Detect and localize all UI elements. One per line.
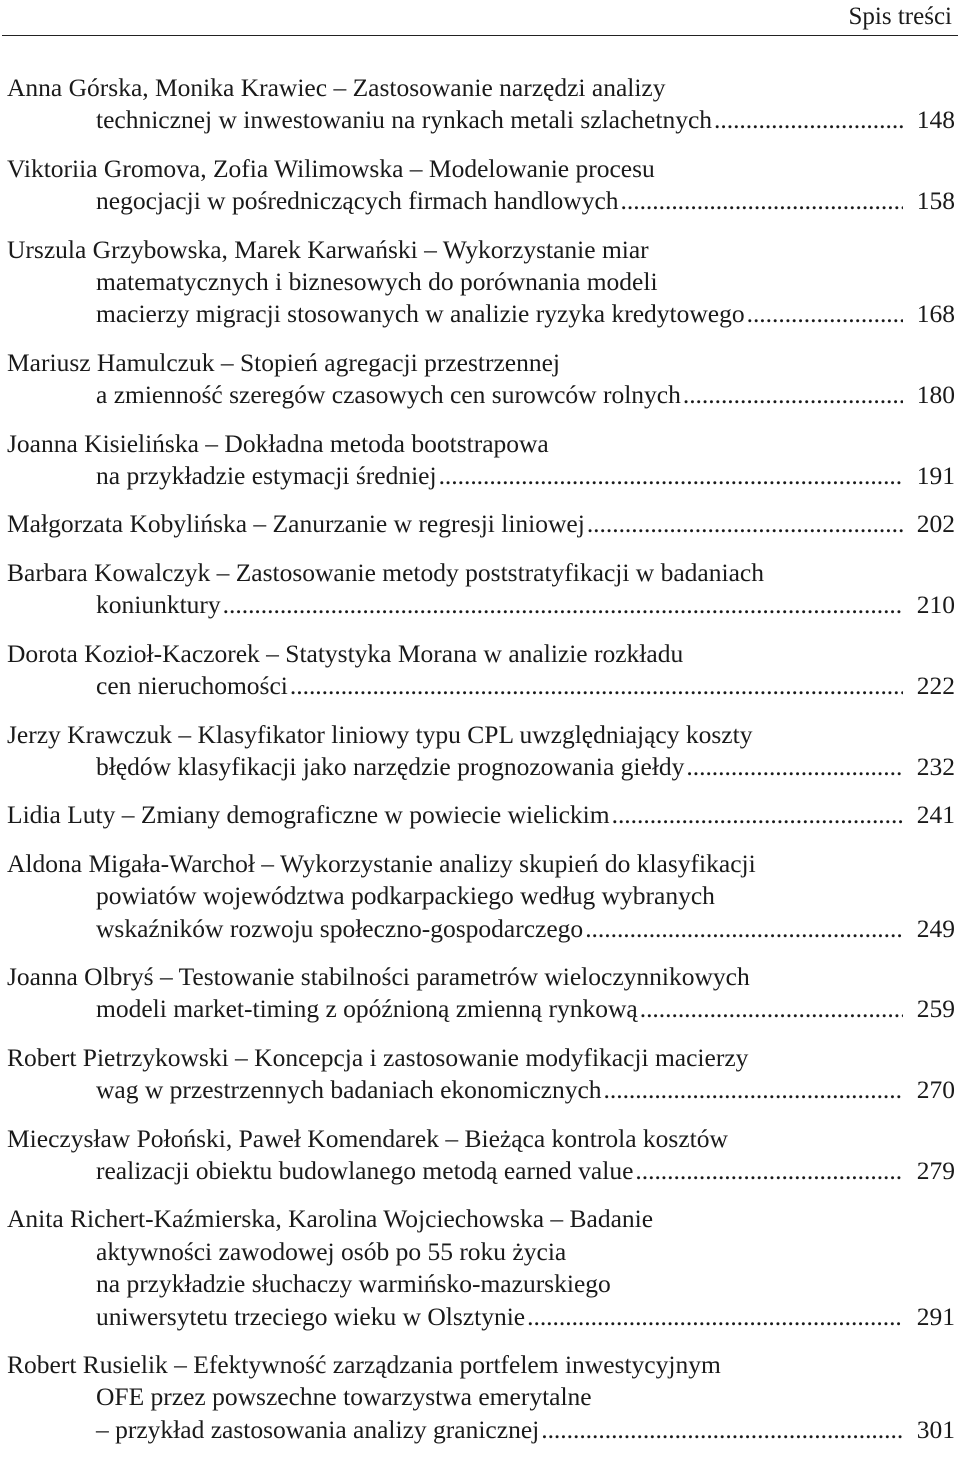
toc-entry-last-line — [7, 1301, 955, 1333]
toc-entry-last-line — [7, 508, 955, 540]
page-number: 301 — [916, 1414, 955, 1444]
toc-entry — [7, 234, 955, 331]
toc-entry — [7, 638, 955, 703]
toc-entry-title-line: Lidia Luty – Zmiany demograficzne w powiecie wielickim — [7, 800, 610, 830]
page-number: 168 — [916, 299, 955, 329]
toc-entry-last-line — [7, 751, 955, 783]
toc-entry-last-line — [7, 589, 955, 621]
dot-leader — [714, 104, 903, 136]
toc-entry-title-line: a zmienność szeregów czasowych cen surowców rolnych — [96, 380, 681, 410]
page-number: 279 — [916, 1155, 955, 1185]
toc-entry-title-line: macierzy migracji stosowanych w analizie ryzyka kredytowego — [96, 299, 745, 329]
dot-leader — [290, 670, 903, 702]
page-number: 241 — [916, 800, 955, 830]
toc-entry-last-line — [7, 1074, 955, 1106]
running-head: Spis treści — [848, 3, 952, 30]
dot-leader — [439, 460, 903, 492]
toc-entry-last-line — [7, 379, 955, 411]
toc-entry — [7, 799, 955, 831]
dot-leader — [683, 379, 903, 411]
toc-entry-title-line: na przykładzie estymacji średniej — [96, 461, 437, 491]
toc-entry-last-line — [7, 104, 955, 136]
toc-entry-title-line: aktywności zawodowej osób po 55 roku życia — [96, 1236, 567, 1266]
toc-entry-last-line — [7, 185, 955, 217]
toc-entry — [7, 428, 955, 493]
dot-leader — [604, 1074, 903, 1106]
dot-leader — [585, 913, 903, 945]
toc-entry-title-line: powiatów województwa podkarpackiego według wybranych — [96, 881, 715, 911]
toc-entry-author-title: Aldona Migała-Warchoł – Wykorzystanie analizy skupień do klasyfikacji — [7, 848, 756, 878]
page-number: 291 — [916, 1301, 955, 1331]
toc-entry — [7, 153, 955, 218]
toc-entry-author-title: Viktoriia Gromova, Zofia Wilimowska – Modelowanie procesu — [7, 153, 655, 183]
toc-entry-title-line: Małgorzata Kobylińska – Zanurzanie w regresji liniowej — [7, 509, 585, 539]
toc-entry — [7, 557, 955, 622]
dot-leader — [223, 589, 903, 621]
page-number: 270 — [916, 1075, 955, 1105]
dot-leader — [541, 1414, 903, 1446]
toc-entry-title-line: uniwersytetu trzeciego wieku w Olsztynie — [96, 1301, 526, 1331]
toc-entry — [7, 1203, 955, 1333]
toc-entry-last-line — [7, 799, 955, 831]
toc-entry — [7, 1349, 955, 1446]
page-number: 232 — [916, 751, 955, 781]
dot-leader — [612, 799, 903, 831]
page-number: 259 — [916, 994, 955, 1024]
toc-entry — [7, 347, 955, 412]
page-number: 202 — [916, 509, 955, 539]
page-number: 210 — [916, 590, 955, 620]
dot-leader — [747, 298, 903, 330]
toc-entry-author-title: Mariusz Hamulczuk – Stopień agregacji przestrzennej — [7, 347, 560, 377]
toc-entry-last-line — [7, 460, 955, 492]
toc-entry — [7, 1042, 955, 1107]
toc-entry-title-line: modeli market-timing z opóźnioną zmienną rynkową — [96, 994, 638, 1024]
page-number: 148 — [916, 105, 955, 135]
toc-entry-author-title: Dorota Kozioł-Kaczorek – Statystyka Morana w analizie rozkładu — [7, 638, 684, 668]
toc-entry-last-line — [7, 1414, 955, 1446]
toc-entry-title-line: negocjacji w pośredniczących firmach handlowych — [96, 186, 619, 216]
page-number: 180 — [916, 380, 955, 410]
page-number: 158 — [916, 186, 955, 216]
toc-entry-last-line — [7, 670, 955, 702]
toc-entry-title-line: cen nieruchomości — [96, 671, 288, 701]
toc-entry-author-title: Robert Rusielik – Efektywność zarządzania portfelem inwestycyjnym — [7, 1350, 721, 1379]
toc-entry-last-line — [7, 298, 955, 330]
toc-entry-author-title: Robert Pietrzykowski – Koncepcja i zastosowanie modyfikacji macierzy — [7, 1042, 749, 1072]
toc-entry-title-line: technicznej w inwestowaniu na rynkach metali szlachetnych — [96, 105, 713, 135]
toc-entry — [7, 961, 955, 1026]
toc-entry-title-line: na przykładzie słuchaczy warmińsko-mazurskiego — [96, 1269, 611, 1299]
toc-entry-author-title: Mieczysław Połoński, Paweł Komendarek – Bieżąca kontrola kosztów — [7, 1123, 728, 1153]
page-number: 249 — [916, 913, 955, 943]
toc-entry-title-line: – przykład zastosowania analizy granicznej — [96, 1414, 540, 1444]
toc-entry-title-line: wskaźników rozwoju społeczno-gospodarczego — [96, 913, 584, 943]
toc-entry-last-line — [7, 993, 955, 1025]
page-number: 222 — [916, 671, 955, 701]
dot-leader — [587, 508, 903, 540]
header-rule — [2, 35, 958, 36]
toc-entry-author-title: Urszula Grzybowska, Marek Karwański – Wykorzystanie miar — [7, 234, 649, 264]
toc-entry-author-title: Joanna Kisielińska – Dokładna metoda bootstrapowa — [7, 428, 549, 458]
toc-entry-author-title: Anita Richert-Kaźmierska, Karolina Wojciechowska – Badanie — [7, 1204, 654, 1234]
toc-entry-title-line: koniunktury — [96, 590, 221, 620]
dot-leader — [686, 751, 903, 783]
toc-entry-title-line: błędów klasyfikacji jako narzędzie prognozowania giełdy — [96, 751, 685, 781]
toc-entry-title-line: realizacji obiektu budowlanego metodą earned value — [96, 1155, 634, 1185]
toc-entry-author-title: Jerzy Krawczuk – Klasyfikator liniowy typu CPL uwzględniający koszty — [7, 719, 753, 749]
dot-leader — [640, 993, 903, 1025]
toc-entry-author-title: Barbara Kowalczyk – Zastosowanie metody poststratyfikacji w badaniach — [7, 557, 764, 587]
toc-entry — [7, 508, 955, 540]
toc-entry-author-title: Anna Górska, Monika Krawiec – Zastosowanie narzędzi analizy — [7, 73, 666, 102]
toc-entry-last-line — [7, 913, 955, 945]
toc-entry — [7, 1123, 955, 1188]
table-of-contents — [7, 72, 955, 1462]
dot-leader — [527, 1301, 903, 1333]
toc-entry-title-line: wag w przestrzennych badaniach ekonomicznych — [96, 1075, 602, 1105]
dot-leader — [621, 185, 903, 217]
dot-leader — [635, 1155, 903, 1187]
toc-entry — [7, 72, 955, 137]
toc-entry — [7, 848, 955, 945]
page-number: 191 — [916, 461, 955, 491]
toc-entry-title-line: OFE przez powszechne towarzystwa emerytalne — [96, 1382, 592, 1412]
toc-entry-author-title: Joanna Olbryś – Testowanie stabilności parametrów wieloczynnikowych — [7, 961, 750, 991]
toc-entry-title-line: matematycznych i biznesowych do porównania modeli — [96, 267, 658, 297]
toc-entry — [7, 719, 955, 784]
toc-entry-last-line — [7, 1155, 955, 1187]
